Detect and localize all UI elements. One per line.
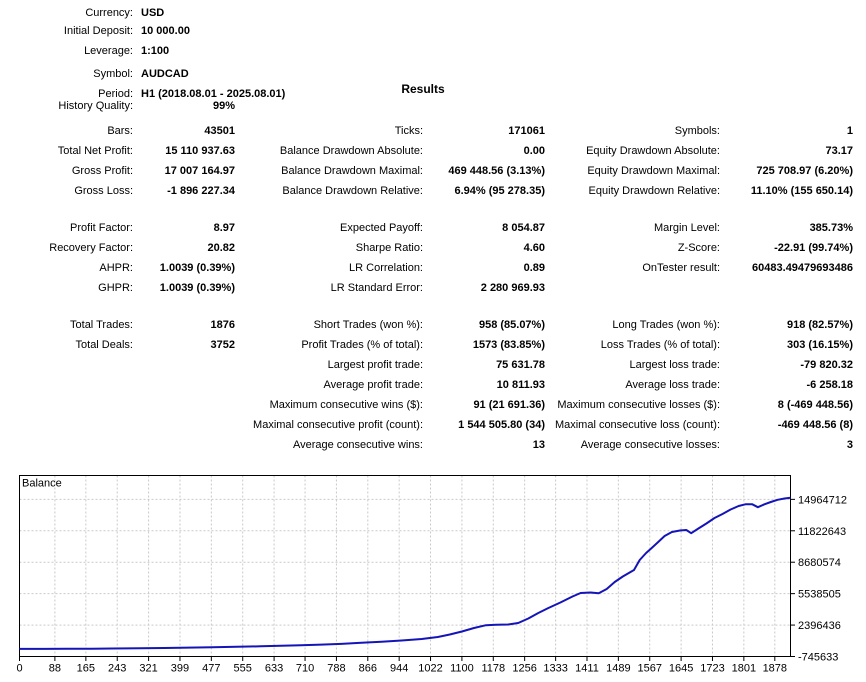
stat-value: 60483.49479693486: [752, 262, 853, 274]
stat-value: -469 448.56 (8): [777, 419, 853, 431]
history-quality-row: [0, 100, 500, 113]
stat-label: Total Trades:: [70, 319, 133, 331]
stat-label: Average profit trade:: [323, 379, 423, 391]
x-tick-label: 1256: [512, 662, 537, 675]
stat-label: GHPR:: [98, 282, 133, 294]
leverage-label: Leverage:: [84, 45, 133, 57]
x-tick-label: 399: [170, 662, 190, 675]
stat-row: [0, 124, 866, 138]
stat-value: 0.00: [523, 145, 545, 157]
stat-label: Maximum consecutive losses ($):: [557, 399, 720, 411]
stat-value: 1.0039 (0.39%): [159, 262, 235, 274]
balance-line: [20, 498, 791, 649]
currency-row: [0, 7, 500, 20]
stat-label: Equity Drawdown Absolute:: [586, 145, 720, 157]
stat-label: Recovery Factor:: [49, 242, 133, 254]
stat-value: 469 448.56 (3.13%): [448, 165, 545, 177]
stat-value: -1 896 227.34: [167, 185, 235, 197]
stat-label: Total Net Profit:: [57, 145, 133, 157]
stat-row: [0, 221, 866, 235]
stat-label: Balance Drawdown Relative:: [282, 185, 423, 197]
history-quality-value: 99%: [212, 100, 235, 112]
stat-row: [0, 338, 866, 352]
period-label: Period:: [98, 88, 133, 100]
x-tick-label: 477: [202, 662, 221, 675]
initial-deposit-value: 10 000.00: [141, 25, 190, 37]
stat-label: Margin Level:: [653, 222, 720, 234]
stat-value: 0.89: [523, 262, 545, 274]
period-value: H1 (2018.08.01 - 2025.08.01): [141, 88, 286, 100]
stat-label: AHPR:: [99, 262, 133, 274]
stat-label: Sharpe Ratio:: [355, 242, 423, 254]
stat-label: Loss Trades (% of total):: [600, 339, 720, 351]
x-tick-label: 88: [48, 662, 62, 675]
stat-row: [0, 378, 866, 392]
stat-value: 11.10% (155 650.14): [750, 185, 853, 197]
stat-value: -79 820.32: [800, 359, 853, 371]
x-tick-label: 1801: [731, 662, 757, 675]
y-tick-label: 8680574: [798, 557, 841, 570]
stat-value: 171061: [508, 125, 545, 137]
stat-value: 17 007 164.97: [164, 165, 235, 177]
y-tick-label: -745633: [798, 651, 839, 664]
stat-row: [0, 438, 866, 452]
stat-value: -22.91 (99.74%): [774, 242, 853, 254]
stat-value: 8 054.87: [502, 222, 545, 234]
stat-value: 725 708.97 (6.20%): [756, 165, 853, 177]
stat-label: Symbols:: [674, 125, 720, 137]
symbol-value: AUDCAD: [141, 68, 189, 80]
stat-row: [0, 144, 866, 158]
x-tick-label: 1333: [543, 662, 568, 675]
stat-label: Balance Drawdown Absolute:: [279, 145, 423, 157]
initial-deposit-row: [0, 25, 500, 38]
balance-chart: [0, 470, 866, 682]
stat-label: Average consecutive losses:: [580, 439, 720, 451]
x-tick-label: 0: [16, 662, 23, 675]
stat-row: [0, 164, 866, 178]
stat-label: Maximal consecutive loss (count):: [554, 419, 720, 431]
stat-label: OnTester result:: [642, 262, 720, 274]
stat-value: 8 (-469 448.56): [777, 399, 853, 411]
x-tick-label: 1878: [762, 662, 788, 675]
leverage-row: [0, 45, 500, 58]
x-tick-label: 243: [108, 662, 127, 675]
currency-value: USD: [141, 7, 165, 19]
stat-value: 13: [532, 439, 545, 451]
x-tick-label: 1489: [606, 662, 631, 675]
initial-deposit-label: Initial Deposit:: [63, 25, 133, 37]
x-tick-label: 944: [389, 662, 409, 675]
stat-label: Balance Drawdown Maximal:: [281, 165, 423, 177]
stat-label: Total Deals:: [75, 339, 133, 351]
leverage-value: 1:100: [141, 45, 170, 57]
stat-label: Gross Loss:: [74, 185, 133, 197]
stat-row: [0, 241, 866, 255]
stat-row: [0, 318, 866, 332]
stat-value: 303 (16.15%): [786, 339, 853, 351]
symbol-label: Symbol:: [93, 68, 133, 80]
x-tick-label: 1645: [668, 662, 694, 675]
stat-value: 8.97: [213, 222, 235, 234]
stat-value: -6 258.18: [806, 379, 853, 391]
x-tick-label: 1178: [481, 662, 506, 675]
stat-value: 385.73%: [809, 222, 853, 234]
stat-label: Z-Score:: [677, 242, 720, 254]
stat-row: [0, 418, 866, 432]
x-tick-label: 1723: [700, 662, 725, 675]
stat-label: Expected Payoff:: [340, 222, 423, 234]
stat-label: Average consecutive wins:: [292, 439, 423, 451]
currency-label: Currency:: [85, 7, 133, 19]
x-tick-label: 788: [327, 662, 346, 675]
x-tick-label: 710: [295, 662, 315, 675]
x-tick-label: 1411: [575, 662, 599, 675]
y-tick-label: 2396436: [798, 620, 841, 633]
x-tick-label: 1022: [418, 662, 443, 675]
stat-value: 3: [846, 439, 853, 451]
stat-value: 918 (82.57%): [786, 319, 853, 331]
stat-value: 1876: [210, 319, 235, 331]
y-tick-label: 11822643: [798, 525, 847, 538]
stat-row: [0, 358, 866, 372]
stat-value: 1573 (83.85%): [472, 339, 545, 351]
stat-label: Profit Trades (% of total):: [301, 339, 423, 351]
stat-value: 1: [846, 125, 853, 137]
stat-value: 4.60: [523, 242, 545, 254]
stat-label: Profit Factor:: [70, 222, 133, 234]
stat-value: 2 280 969.93: [480, 282, 545, 294]
history-quality-label: History Quality:: [58, 100, 133, 112]
stat-label: Equity Drawdown Relative:: [588, 185, 720, 197]
stat-label: Long Trades (won %):: [612, 319, 720, 331]
stat-label: Short Trades (won %):: [313, 319, 423, 331]
stat-value: 75 631.78: [496, 359, 545, 371]
stat-label: Ticks:: [394, 125, 423, 137]
chart-legend-label: Balance: [22, 477, 62, 490]
stat-label: Maximum consecutive wins ($):: [269, 399, 423, 411]
y-tick-label: 5538505: [798, 588, 841, 601]
stat-value: 3752: [210, 339, 235, 351]
x-tick-label: 633: [264, 662, 284, 675]
stat-value: 91 (21 691.36): [473, 399, 545, 411]
stat-row: [0, 281, 866, 295]
stat-label: Bars:: [107, 125, 133, 137]
stat-label: Gross Profit:: [71, 165, 133, 177]
stat-label: LR Standard Error:: [330, 282, 423, 294]
stat-label: Maximal consecutive profit (count):: [253, 419, 423, 431]
x-tick-label: 165: [76, 662, 96, 675]
x-tick-label: 866: [358, 662, 377, 675]
stat-value: 73.17: [825, 145, 853, 157]
stat-label: Average loss trade:: [625, 379, 720, 391]
symbol-row: [0, 68, 500, 81]
stat-label: Largest profit trade:: [327, 359, 423, 371]
stat-label: Largest loss trade:: [629, 359, 720, 371]
stat-value: 1.0039 (0.39%): [159, 282, 235, 294]
x-tick-label: 555: [233, 662, 252, 675]
stat-value: 20.82: [207, 242, 235, 254]
stat-row: [0, 398, 866, 412]
stat-label: Equity Drawdown Maximal:: [587, 165, 720, 177]
stat-row: [0, 184, 866, 198]
results-title: Results: [401, 82, 445, 96]
stat-value: 43501: [204, 125, 235, 137]
stat-label: LR Correlation:: [349, 262, 423, 274]
stat-value: 1 544 505.80 (34): [458, 419, 545, 431]
stat-value: 10 811.93: [496, 379, 545, 391]
stat-value: 15 110 937.63: [165, 145, 235, 157]
stat-value: 6.94% (95 278.35): [454, 185, 545, 197]
y-tick-label: 14964712: [798, 494, 847, 507]
stat-value: 958 (85.07%): [478, 319, 545, 331]
stat-row: [0, 261, 866, 275]
x-tick-label: 1100: [450, 662, 474, 675]
x-tick-label: 1567: [637, 662, 662, 675]
plot-border: [20, 476, 791, 657]
x-tick-label: 321: [139, 662, 158, 675]
